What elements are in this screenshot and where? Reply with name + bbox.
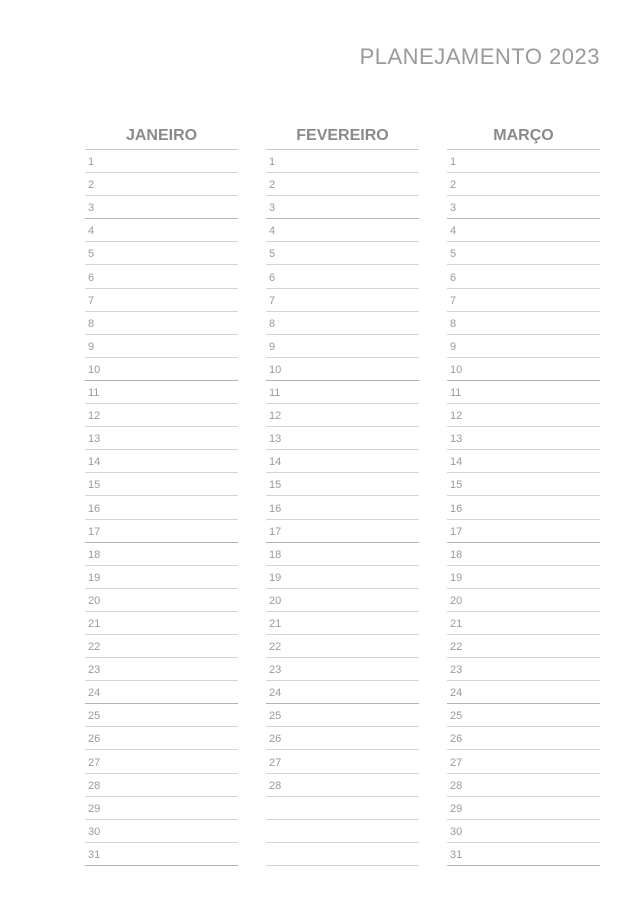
day-row <box>85 358 238 381</box>
month-title: MARÇO <box>447 122 600 150</box>
day-number: 2 <box>450 179 457 192</box>
day-number: 6 <box>269 271 276 284</box>
day-row <box>85 635 238 658</box>
day-row <box>266 774 419 797</box>
month-title: JANEIRO <box>85 122 238 150</box>
day-row <box>266 242 419 265</box>
day-number: 9 <box>269 340 276 353</box>
day-number: 18 <box>450 548 463 561</box>
day-number: 17 <box>269 525 282 538</box>
day-number: 26 <box>88 733 101 746</box>
day-row <box>85 473 238 496</box>
day-row <box>266 612 419 635</box>
day-row <box>447 450 600 473</box>
day-row <box>266 520 419 543</box>
day-row <box>266 196 419 219</box>
day-number: 24 <box>269 687 282 700</box>
day-number: 17 <box>450 525 463 538</box>
day-number: 28 <box>269 779 282 792</box>
day-row <box>447 797 600 820</box>
day-row <box>447 704 600 727</box>
day-number: 14 <box>269 456 282 469</box>
day-row <box>447 242 600 265</box>
day-row <box>85 543 238 566</box>
day-row <box>85 219 238 242</box>
months-grid <box>85 122 600 882</box>
day-row <box>266 473 419 496</box>
day-row <box>447 219 600 242</box>
day-row <box>447 173 600 196</box>
day-number: 9 <box>450 340 457 353</box>
day-row <box>447 681 600 704</box>
day-number: 27 <box>88 756 101 769</box>
day-number: 28 <box>450 779 463 792</box>
day-row <box>447 473 600 496</box>
day-number: 31 <box>88 848 101 861</box>
day-number: 22 <box>88 641 101 654</box>
month-column-fevereiro <box>266 122 419 866</box>
day-row <box>85 381 238 404</box>
day-row <box>266 681 419 704</box>
day-number: 13 <box>450 433 463 446</box>
day-row <box>447 289 600 312</box>
day-row <box>447 358 600 381</box>
day-number: 3 <box>88 202 95 215</box>
day-row <box>85 843 238 866</box>
day-row <box>447 750 600 773</box>
day-number: 25 <box>269 710 282 723</box>
day-row <box>85 404 238 427</box>
day-number: 11 <box>450 387 462 400</box>
day-row <box>85 289 238 312</box>
day-number: 5 <box>88 248 95 261</box>
day-row <box>266 589 419 612</box>
day-row <box>266 450 419 473</box>
day-number: 6 <box>88 271 95 284</box>
day-row <box>447 427 600 450</box>
day-number: 1 <box>269 156 276 169</box>
day-row <box>447 727 600 750</box>
day-number: 3 <box>450 202 457 215</box>
day-number: 28 <box>88 779 101 792</box>
day-number: 8 <box>88 317 95 330</box>
day-row <box>447 843 600 866</box>
day-row <box>447 335 600 358</box>
day-list <box>447 150 600 866</box>
day-number: 13 <box>269 433 282 446</box>
day-row <box>447 589 600 612</box>
day-number: 16 <box>269 502 282 515</box>
day-number: 14 <box>450 456 463 469</box>
day-number: 16 <box>450 502 463 515</box>
day-row <box>447 520 600 543</box>
day-number: 25 <box>450 710 463 723</box>
day-row <box>266 173 419 196</box>
day-number: 26 <box>269 733 282 746</box>
day-row <box>447 496 600 519</box>
day-number: 4 <box>88 225 95 238</box>
day-row <box>85 704 238 727</box>
day-number: 10 <box>269 363 282 376</box>
day-number: 12 <box>88 410 101 423</box>
day-list <box>85 150 238 866</box>
day-row <box>85 658 238 681</box>
day-row <box>85 242 238 265</box>
day-row <box>266 750 419 773</box>
day-row <box>85 820 238 843</box>
day-number: 18 <box>269 548 282 561</box>
day-row <box>266 335 419 358</box>
day-number: 20 <box>88 594 101 607</box>
day-row <box>266 289 419 312</box>
day-number: 17 <box>88 525 101 538</box>
day-number: 8 <box>450 317 457 330</box>
day-row <box>447 820 600 843</box>
day-number: 19 <box>269 571 282 584</box>
day-row <box>447 381 600 404</box>
day-number: 18 <box>88 548 101 561</box>
month-title: FEVEREIRO <box>266 122 419 150</box>
day-number: 10 <box>88 363 101 376</box>
day-number: 26 <box>450 733 463 746</box>
day-number: 12 <box>450 410 463 423</box>
day-number: 2 <box>269 179 276 192</box>
day-row <box>85 589 238 612</box>
day-row <box>447 150 600 173</box>
day-row <box>266 358 419 381</box>
day-row <box>266 427 419 450</box>
empty-row <box>266 820 419 843</box>
day-row <box>85 496 238 519</box>
month-column-marco <box>447 122 600 866</box>
day-number: 1 <box>88 156 95 169</box>
day-number: 21 <box>88 617 101 630</box>
day-number: 22 <box>450 641 463 654</box>
day-number: 24 <box>88 687 101 700</box>
day-row <box>85 566 238 589</box>
day-number: 3 <box>269 202 276 215</box>
page-title: PLANEJAMENTO 2023 <box>359 44 600 69</box>
day-row <box>85 797 238 820</box>
day-row <box>447 566 600 589</box>
day-row <box>447 196 600 219</box>
day-number: 24 <box>450 687 463 700</box>
day-row <box>266 727 419 750</box>
day-row <box>85 750 238 773</box>
day-number: 15 <box>269 479 282 492</box>
day-number: 23 <box>88 664 101 677</box>
day-row <box>266 265 419 288</box>
day-number: 7 <box>88 294 95 307</box>
day-row <box>85 150 238 173</box>
day-number: 19 <box>88 571 101 584</box>
day-row <box>85 265 238 288</box>
day-row <box>85 427 238 450</box>
day-row <box>266 219 419 242</box>
day-row <box>266 150 419 173</box>
day-number: 5 <box>450 248 457 261</box>
day-number: 29 <box>450 802 463 815</box>
day-number: 20 <box>450 594 463 607</box>
day-number: 10 <box>450 363 463 376</box>
day-number: 22 <box>269 641 282 654</box>
day-row <box>447 774 600 797</box>
day-row <box>85 450 238 473</box>
day-number: 13 <box>88 433 101 446</box>
day-row <box>447 312 600 335</box>
day-row <box>85 727 238 750</box>
day-row <box>266 658 419 681</box>
day-number: 23 <box>269 664 282 677</box>
day-row <box>266 496 419 519</box>
day-number: 21 <box>450 617 463 630</box>
day-number: 20 <box>269 594 282 607</box>
day-number: 6 <box>450 271 457 284</box>
day-row <box>85 520 238 543</box>
day-number: 21 <box>269 617 282 630</box>
day-number: 29 <box>88 802 101 815</box>
day-number: 1 <box>450 156 457 169</box>
day-row <box>85 312 238 335</box>
day-row <box>447 635 600 658</box>
day-number: 30 <box>450 825 463 838</box>
day-number: 4 <box>269 225 276 238</box>
day-list <box>266 150 419 866</box>
empty-row <box>266 797 419 820</box>
day-number: 7 <box>450 294 457 307</box>
day-number: 11 <box>88 387 100 400</box>
day-row <box>266 404 419 427</box>
day-number: 16 <box>88 502 101 515</box>
day-number: 12 <box>269 410 282 423</box>
day-number: 27 <box>269 756 282 769</box>
day-number: 4 <box>450 225 457 238</box>
day-number: 23 <box>450 664 463 677</box>
day-row <box>266 312 419 335</box>
day-row <box>447 658 600 681</box>
day-row <box>447 612 600 635</box>
day-number: 5 <box>269 248 276 261</box>
day-number: 8 <box>269 317 276 330</box>
day-number: 15 <box>450 479 463 492</box>
day-number: 27 <box>450 756 463 769</box>
day-row <box>266 543 419 566</box>
day-number: 7 <box>269 294 276 307</box>
day-row <box>85 681 238 704</box>
day-row <box>266 704 419 727</box>
day-number: 15 <box>88 479 101 492</box>
day-number: 31 <box>450 848 463 861</box>
day-row <box>447 404 600 427</box>
day-row <box>85 335 238 358</box>
day-row <box>85 173 238 196</box>
day-row <box>85 612 238 635</box>
day-number: 9 <box>88 340 95 353</box>
day-number: 25 <box>88 710 101 723</box>
day-row <box>85 774 238 797</box>
day-row <box>266 566 419 589</box>
day-row <box>85 196 238 219</box>
day-number: 2 <box>88 179 95 192</box>
day-number: 30 <box>88 825 101 838</box>
month-column-janeiro <box>85 122 238 866</box>
day-row <box>266 381 419 404</box>
day-row <box>447 543 600 566</box>
empty-row <box>266 843 419 866</box>
day-row <box>266 635 419 658</box>
day-number: 11 <box>269 387 281 400</box>
day-number: 19 <box>450 571 463 584</box>
day-row <box>447 265 600 288</box>
day-number: 14 <box>88 456 101 469</box>
